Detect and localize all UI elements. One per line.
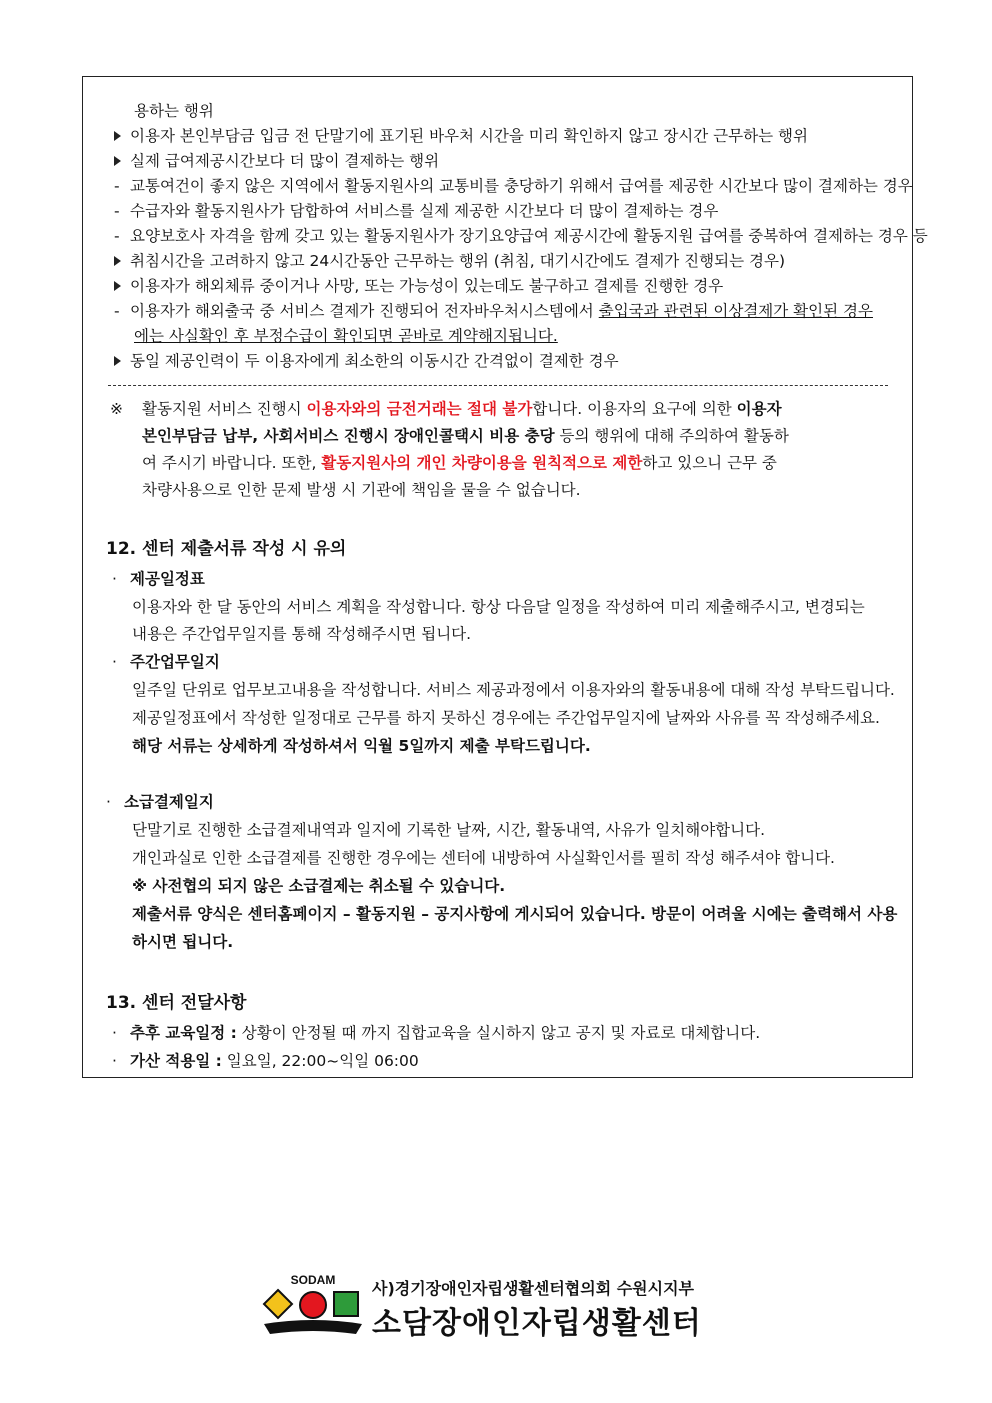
list-item: 동일 제공인력이 두 이용자에게 최소한의 이동시간 간격없이 결제한 경우	[114, 350, 619, 372]
subsection-heading: · 제공일정표	[112, 570, 205, 588]
list-item: 취침시간을 고려하지 않고 24시간동안 근무하는 행위 (취침, 대기시간에도 결제가 진행되는 경우)	[114, 250, 785, 272]
list-item: 실제 급여제공시간보다 더 많이 결제하는 행위	[114, 150, 439, 172]
paragraph-line-bold: ※ 사전협의 되지 않은 소급결제는 취소될 수 있습니다.	[132, 877, 506, 895]
paragraph-line: 단말기로 진행한 소급결제내역과 일지에 기록한 날짜, 시간, 활동내역, 사유가 일치해야합니다.	[132, 821, 766, 839]
sodam-logo-icon	[258, 1272, 368, 1338]
list-subitem: - 교통여건이 좋지 않은 지역에서 활동지원사의 교통비를 충당하기 위해서 급여를 제공한 시간보다 많이 결제하는 경우	[114, 177, 913, 195]
paragraph-line: 개인과실로 인한 소급결제를 진행한 경우에는 센터에 내방하여 사실확인서를 필히 작성 해주셔야 합니다.	[132, 849, 835, 867]
notice-line: 본인부담금 납부, 사회서비스 진행시 장애인콜택시 비용 충당 등의 행위에 대해 주의하여 활동하	[142, 427, 789, 445]
notice-mark: ※	[110, 400, 123, 418]
list-item: 이용자가 해외체류 중이거나 사망, 또는 가능성이 있는데도 불구하고 결제를 진행한 경우	[114, 275, 723, 297]
paragraph-line-bold: 해당 서류는 상세하게 작성하셔서 익월 5일까지 제출 부탁드립니다.	[132, 737, 591, 755]
info-line: · 가산 적용일 : 일요일, 22:00~익일 06:00	[112, 1052, 419, 1070]
dashed-divider	[108, 385, 888, 386]
center-name: 소담장애인자립생활센터	[372, 1306, 702, 1341]
organization-name: 사)경기장애인자립생활센터협의회 수원시지부	[372, 1279, 695, 1298]
notice-line: 여 주시기 바랍니다. 또한, 활동지원사의 개인 차량이용을 원칙적으로 제한하고 있으니 근무 중	[142, 454, 777, 472]
triangle-bullet-icon	[114, 256, 121, 266]
list-item: 이용자 본인부담금 입금 전 단말기에 표기된 바우처 시간을 미리 확인하지 않고 장시간 근무하는 행위	[114, 125, 808, 147]
list-subitem: - 수급자와 활동지원사가 담합하여 서비스를 실제 제공한 시간보다 더 많이 결제하는 경우	[114, 202, 719, 220]
subsection-heading: · 주간업무일지	[112, 653, 220, 671]
info-line: · 추후 교육일정 : 상황이 안정될 때 까지 집합교육을 실시하지 않고 공지 및 자료로 대체합니다.	[112, 1024, 761, 1042]
paragraph-line: 제공일정표에서 작성한 일정대로 근무를 하지 못하신 경우에는 주간업무일지에 날짜와 사유를 꼭 작성해주세요.	[132, 709, 880, 727]
paragraph-line: 이용자와 한 달 동안의 서비스 계획을 작성합니다. 항상 다음달 일정을 작성하여 미리 제출해주시고, 변경되는	[132, 598, 865, 616]
paragraph-line-bold: 하시면 됩니다.	[132, 933, 234, 951]
triangle-bullet-icon	[114, 281, 121, 291]
svg-text:SODAM: SODAM	[290, 1273, 336, 1287]
paragraph-line: 내용은 주간업무일지를 통해 작성해주시면 됩니다.	[132, 625, 472, 643]
paragraph-line-bold: 제출서류 양식은 센터홈페이지 – 활동지원 – 공지사항에 게시되어 있습니다. 방문이 어려울 시에는 출력해서 사용	[132, 905, 898, 923]
notice-line: 차량사용으로 인한 문제 발생 시 기관에 책임을 물을 수 없습니다.	[142, 481, 581, 499]
footer-logo	[258, 1272, 728, 1341]
section-13-title: 13. 센터 전달사항	[106, 993, 247, 1013]
list-subitem-continuation: 에는 사실확인 후 부정수급이 확인되면 곧바로 계약해지됩니다.	[134, 327, 558, 345]
triangle-bullet-icon	[114, 156, 121, 166]
paragraph-line: 일주일 단위로 업무보고내용을 작성합니다. 서비스 제공과정에서 이용자와의 활동내용에 대해 작성 부탁드립니다.	[132, 681, 895, 699]
list-subitem: - 이용자가 해외출국 중 서비스 결제가 진행되어 전자바우처시스템에서 출입국과 관련된 이상결제가 확인된 경우	[114, 302, 873, 320]
triangle-bullet-icon	[114, 356, 121, 366]
list-continuation: 용하는 행위	[134, 102, 214, 120]
triangle-bullet-icon	[114, 131, 121, 141]
subsection-heading: · 소급결제일지	[106, 793, 214, 811]
notice-line: 활동지원 서비스 진행시 이용자와의 금전거래는 절대 불가합니다. 이용자의 요구에 의한 이용자	[142, 400, 782, 418]
section-12-title: 12. 센터 제출서류 작성 시 유의	[106, 539, 347, 559]
list-subitem: - 요양보호사 자격을 함께 갖고 있는 활동지원사가 장기요양급여 제공시간에 활동지원 급여를 중복하여 결제하는 경우 등	[114, 227, 928, 245]
